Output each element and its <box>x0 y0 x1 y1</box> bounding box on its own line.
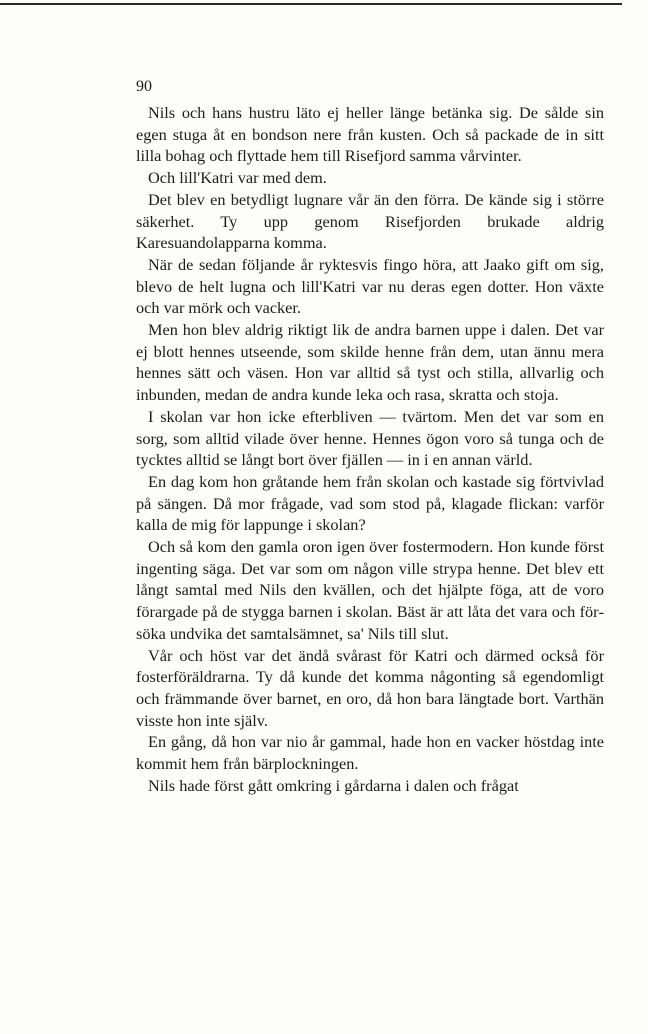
paragraph: En gång, då hon var nio år gammal, hade hon en vacker höstdag inte kommit hem från bärplockningen. <box>136 732 604 774</box>
paragraph: Och lill'Katri var med dem. <box>148 168 327 188</box>
paragraph: I skolan var hon icke efterbliven — tvärtom. Men det var som en sorg, som alltid vilade över henne. Hennes ögon voro så tunga och de tycktes alltid se långt bort över fjällen — in i en annan värld. <box>136 406 604 470</box>
paragraph-last: Nils hade först gått omkring i gårdarna i dalen och frågat <box>148 775 519 795</box>
paragraph: Det blev en betydligt lugnare vår än den förra. De kände sig i större säkerhet. Ty upp genom Risefjorden brukade aldrig Karesuandolapparna komma. <box>136 189 604 253</box>
top-rule <box>0 3 622 5</box>
book-page <box>136 76 604 797</box>
paragraph: Men hon blev aldrig riktigt lik de andra barnen uppe i dalen. Det var ej blott hennes utseende, som skilde henne från dem, utan ännu mera hennes sätt och väsen. Hon var alltid så tyst och stilla, allvarlig och inbunden, medan de andra kunde leka och rasa, skratta och stoja. <box>136 320 604 405</box>
paragraph: En dag kom hon gråtande hem från skolan och kastade sig förtvivlad på sängen. Då mor frågade, vad som stod på, klagade flickan: varför kalla de mig för lappunge i skolan? <box>136 471 604 535</box>
paragraph: Nils och hans hustru läto ej heller länge betänka sig. De sålde sin egen stuga åt en bondson nere från kusten. Och så packade de in sitt lilla bohag och flyttade hem till Risefjord samma vårvinter. <box>136 103 604 166</box>
paragraph: När de sedan följande år ryktesvis fingo höra, att Jaako gift om sig, blevo de helt lugna och lill'Katri var nu deras egen dotter. Hon växte och var mörk och vacker. <box>136 254 604 318</box>
paragraph: Vår och höst var det ändå svårast för Katri och därmed också för fosterföräldrarna. Ty då kunde det komma någonting så egendomligt och främmande över barnet, en oro, då hon bara längtade bort. Varthän visste hon inte själv. <box>136 645 604 730</box>
page-number: 90 <box>136 78 152 95</box>
paragraph: Och så kom den gamla oron igen över fostermodern. Hon kunde först ingenting säga. Det var som om någon ville strypa henne. Det blev ett långt samtal med Nils den kvällen, och det hjälpte föga, att de voro förargade på de stygga barnen i skolan. Bäst är att låta det vara och försöka undvika det samtalsämnet, sa' Nils till slut. <box>136 537 604 643</box>
